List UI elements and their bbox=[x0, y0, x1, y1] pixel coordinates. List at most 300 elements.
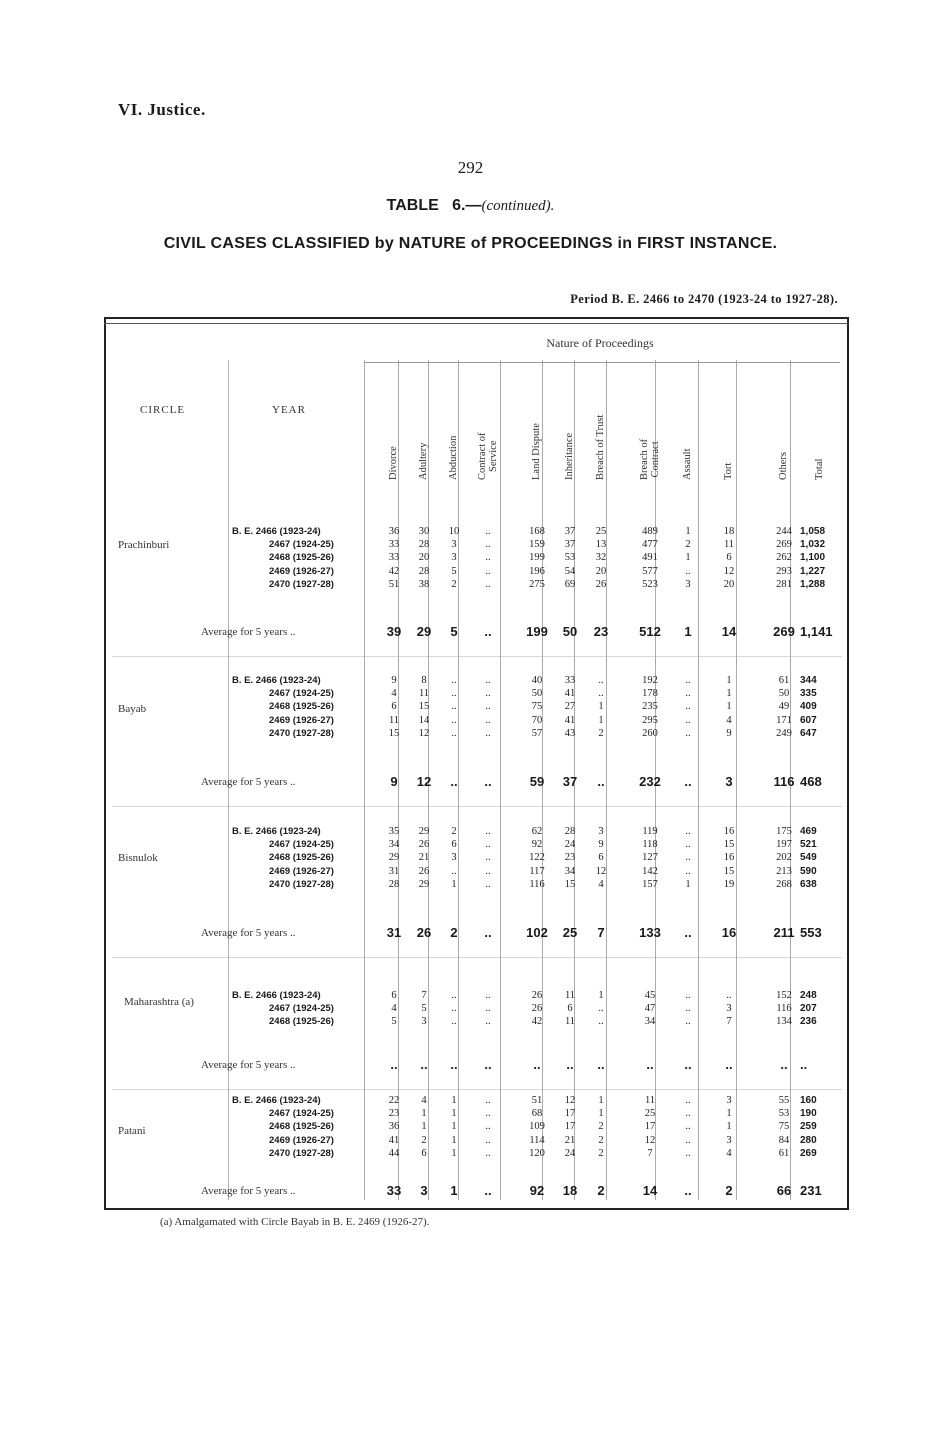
average-label: Average for 5 years .. bbox=[201, 1185, 296, 1197]
cell-value: .. bbox=[451, 688, 457, 700]
cell-value: 28 bbox=[418, 539, 430, 551]
cell-value: 7 bbox=[421, 990, 427, 1001]
cell-value: 30 bbox=[418, 526, 430, 537]
year-cell: B. E. 2466 (1923-24) bbox=[232, 675, 321, 686]
cell-value: 75 bbox=[531, 701, 543, 713]
cell-value: 1 bbox=[451, 878, 457, 890]
cell-value: 92 bbox=[531, 839, 543, 851]
column-header-abduction: Abduction bbox=[448, 435, 459, 480]
cell-value: 4 bbox=[726, 714, 732, 726]
average-value: 133 bbox=[639, 925, 661, 940]
cell-value: 262 bbox=[776, 552, 792, 564]
cell-value: 2 bbox=[451, 826, 457, 837]
cell-value: .. bbox=[598, 1016, 604, 1028]
cell-value: .. bbox=[451, 865, 457, 877]
average-value: 3 bbox=[725, 774, 733, 789]
row-total: 190 bbox=[800, 1108, 817, 1120]
cell-value: .. bbox=[451, 701, 457, 713]
cell-value: 11 bbox=[644, 1095, 656, 1106]
cell-value: 6 bbox=[726, 552, 732, 564]
cell-value: 51 bbox=[388, 578, 400, 590]
cell-value: 41 bbox=[388, 1134, 400, 1146]
cell-value: 36 bbox=[388, 1121, 400, 1133]
cell-value: 26 bbox=[595, 578, 607, 590]
cell-value: 28 bbox=[564, 826, 576, 837]
average-value: 1 bbox=[684, 624, 692, 639]
average-value: 23 bbox=[593, 624, 609, 639]
circle-name: Maharashtra (a) bbox=[124, 996, 194, 1008]
cell-value: 4 bbox=[391, 688, 397, 700]
average-value: 66 bbox=[776, 1183, 792, 1198]
average-value: .. bbox=[450, 1057, 458, 1072]
row-total: 207 bbox=[800, 1003, 817, 1015]
cell-value: 295 bbox=[642, 714, 658, 726]
cell-value: 2 bbox=[598, 1134, 604, 1146]
cell-value: 1 bbox=[598, 1095, 604, 1106]
average-value: .. bbox=[420, 1057, 428, 1072]
cell-value: 26 bbox=[418, 839, 430, 851]
cell-value: 134 bbox=[776, 1016, 792, 1028]
average-value: 59 bbox=[529, 774, 545, 789]
cell-value: 10 bbox=[448, 526, 460, 537]
cell-value: 37 bbox=[564, 539, 576, 551]
cell-value: .. bbox=[685, 1134, 691, 1146]
cell-value: .. bbox=[451, 990, 457, 1001]
year-cell: B. E. 2466 (1923-24) bbox=[232, 526, 321, 537]
cell-value: 244 bbox=[776, 526, 792, 537]
cell-value: 142 bbox=[642, 865, 658, 877]
cell-value: .. bbox=[685, 675, 691, 686]
cell-value: 29 bbox=[418, 878, 430, 890]
average-value: 102 bbox=[526, 925, 548, 940]
cell-value: 37 bbox=[564, 526, 576, 537]
cell-value: 69 bbox=[564, 578, 576, 590]
cell-value: .. bbox=[685, 826, 691, 837]
cell-value: 269 bbox=[776, 539, 792, 551]
cell-value: .. bbox=[485, 852, 491, 864]
average-value: 1 bbox=[450, 1183, 458, 1198]
row-total: 1,058 bbox=[800, 526, 826, 537]
cell-value: 120 bbox=[529, 1147, 545, 1159]
cell-value: 202 bbox=[776, 852, 792, 864]
cell-value: 1 bbox=[421, 1121, 427, 1133]
average-value: 232 bbox=[639, 774, 661, 789]
cell-value: 3 bbox=[685, 578, 691, 590]
cell-value: 54 bbox=[564, 565, 576, 577]
group-separator bbox=[112, 656, 842, 657]
cell-value: 9 bbox=[598, 839, 604, 851]
average-value: 26 bbox=[416, 925, 432, 940]
cell-value: 12 bbox=[418, 727, 430, 739]
average-value: 116 bbox=[773, 774, 795, 789]
cell-value: 213 bbox=[776, 865, 792, 877]
row-total: 521 bbox=[800, 839, 817, 851]
footnote: (a) Amalgamated with Circle Bayab in B. E. 2469 (1926-27). bbox=[160, 1216, 430, 1228]
cell-value: .. bbox=[598, 688, 604, 700]
average-value: .. bbox=[800, 1057, 808, 1072]
row-total: 549 bbox=[800, 852, 817, 864]
cell-value: .. bbox=[485, 578, 491, 590]
cell-value: 33 bbox=[388, 539, 400, 551]
cell-value: 41 bbox=[564, 688, 576, 700]
cell-value: 15 bbox=[723, 865, 735, 877]
cell-value: 3 bbox=[598, 826, 604, 837]
row-total: 344 bbox=[800, 675, 817, 686]
year-column-header: YEAR bbox=[272, 404, 306, 416]
cell-value: 1 bbox=[726, 688, 732, 700]
cell-value: 3 bbox=[726, 1134, 732, 1146]
average-value: .. bbox=[684, 1057, 692, 1072]
row-total: 280 bbox=[800, 1134, 817, 1146]
average-value: 18 bbox=[562, 1183, 578, 1198]
cell-value: 293 bbox=[776, 565, 792, 577]
row-total: 259 bbox=[800, 1121, 817, 1133]
circle-name: Bayab bbox=[118, 703, 147, 715]
cell-value: 20 bbox=[418, 552, 430, 564]
average-value: 92 bbox=[529, 1183, 545, 1198]
cell-value: 25 bbox=[595, 526, 607, 537]
cell-value: .. bbox=[485, 990, 491, 1001]
cell-value: 116 bbox=[529, 878, 545, 890]
average-label: Average for 5 years .. bbox=[201, 1059, 296, 1071]
cell-value: 55 bbox=[778, 1095, 790, 1106]
row-total: 409 bbox=[800, 701, 817, 713]
average-value: 2 bbox=[725, 1183, 733, 1198]
cell-value: 57 bbox=[531, 727, 543, 739]
average-value: .. bbox=[533, 1057, 541, 1072]
cell-value: 15 bbox=[418, 701, 430, 713]
column-header-inheritance: Inheritance bbox=[564, 432, 575, 480]
cell-value: 62 bbox=[531, 826, 543, 837]
cell-value: 1 bbox=[421, 1108, 427, 1120]
cell-value: 9 bbox=[391, 675, 397, 686]
cell-value: 44 bbox=[388, 1147, 400, 1159]
cell-value: 152 bbox=[776, 990, 792, 1001]
cell-value: 24 bbox=[564, 1147, 576, 1159]
row-total: 236 bbox=[800, 1016, 817, 1028]
column-header-assault: Assault bbox=[682, 448, 693, 480]
cell-value: .. bbox=[685, 701, 691, 713]
year-cell: 2468 (1925-26) bbox=[269, 1121, 334, 1133]
average-value: 37 bbox=[562, 774, 578, 789]
average-value: 231 bbox=[800, 1183, 822, 1198]
cell-value: 1 bbox=[451, 1108, 457, 1120]
table-subtitle: CIVIL CASES CLASSIFIED by NATURE of PROCEEDINGS in FIRST INSTANCE. bbox=[163, 235, 778, 252]
cell-value: 2 bbox=[451, 578, 457, 590]
cell-value: .. bbox=[685, 688, 691, 700]
cell-value: .. bbox=[598, 675, 604, 686]
cell-value: 6 bbox=[391, 701, 397, 713]
year-cell: 2467 (1924-25) bbox=[269, 688, 334, 700]
column-header-tort: Tort bbox=[723, 462, 734, 480]
cell-value: .. bbox=[685, 727, 691, 739]
cell-value: 16 bbox=[723, 826, 735, 837]
circle-name: Patani bbox=[118, 1125, 146, 1137]
cell-value: 20 bbox=[723, 578, 735, 590]
cell-value: .. bbox=[685, 1147, 691, 1159]
cell-value: 4 bbox=[421, 1095, 427, 1106]
cell-value: 33 bbox=[388, 552, 400, 564]
cell-value: 275 bbox=[529, 578, 545, 590]
cell-value: 75 bbox=[778, 1121, 790, 1133]
cell-value: 29 bbox=[388, 852, 400, 864]
cell-value: 117 bbox=[529, 865, 545, 877]
year-cell: B. E. 2466 (1923-24) bbox=[232, 990, 321, 1001]
cell-value: 1 bbox=[685, 878, 691, 890]
cell-value: .. bbox=[685, 1108, 691, 1120]
cell-value: .. bbox=[451, 714, 457, 726]
average-value: 5 bbox=[450, 624, 458, 639]
cell-value: 9 bbox=[726, 727, 732, 739]
table-continued: (continued). bbox=[481, 198, 555, 214]
cell-value: 14 bbox=[418, 714, 430, 726]
cell-value: 175 bbox=[776, 826, 792, 837]
cell-value: 1 bbox=[598, 714, 604, 726]
year-cell: 2470 (1927-28) bbox=[269, 578, 334, 590]
cell-value: 523 bbox=[642, 578, 658, 590]
average-value: 25 bbox=[562, 925, 578, 940]
cell-value: .. bbox=[685, 1003, 691, 1015]
cell-value: 34 bbox=[388, 839, 400, 851]
cell-value: 8 bbox=[421, 675, 427, 686]
row-total: 469 bbox=[800, 826, 817, 837]
year-cell: B. E. 2466 (1923-24) bbox=[232, 826, 321, 837]
cell-value: 6 bbox=[598, 852, 604, 864]
cell-value: 114 bbox=[529, 1134, 545, 1146]
cell-value: 84 bbox=[778, 1134, 790, 1146]
cell-value: 178 bbox=[642, 688, 658, 700]
cell-value: .. bbox=[451, 1003, 457, 1015]
cell-value: 5 bbox=[391, 1016, 397, 1028]
cell-value: .. bbox=[451, 675, 457, 686]
cell-value: 7 bbox=[726, 1016, 732, 1028]
column-header-adultery: Adultery bbox=[418, 442, 429, 480]
cell-value: 24 bbox=[564, 839, 576, 851]
cell-value: 13 bbox=[595, 539, 607, 551]
cell-value: 28 bbox=[388, 878, 400, 890]
column-separator-line bbox=[364, 360, 365, 1200]
cell-value: 51 bbox=[531, 1095, 543, 1106]
row-total: 335 bbox=[800, 688, 817, 700]
cell-value: 42 bbox=[388, 565, 400, 577]
year-cell: 2469 (1926-27) bbox=[269, 1134, 334, 1146]
cell-value: 1 bbox=[598, 1108, 604, 1120]
average-value: .. bbox=[684, 925, 692, 940]
average-value: .. bbox=[450, 774, 458, 789]
cell-value: .. bbox=[485, 1003, 491, 1015]
cell-value: 3 bbox=[451, 539, 457, 551]
cell-value: 19 bbox=[723, 878, 735, 890]
year-cell: 2468 (1925-26) bbox=[269, 1016, 334, 1028]
nature-of-proceedings-header: Nature of Proceedings bbox=[546, 336, 654, 350]
cell-value: 1 bbox=[451, 1134, 457, 1146]
page-number: 292 bbox=[457, 158, 484, 177]
average-value: 31 bbox=[386, 925, 402, 940]
cell-value: 168 bbox=[529, 526, 545, 537]
average-value: 2 bbox=[597, 1183, 605, 1198]
cell-value: 26 bbox=[531, 1003, 543, 1015]
cell-value: 2 bbox=[598, 727, 604, 739]
average-value: .. bbox=[684, 774, 692, 789]
cell-value: 1 bbox=[726, 675, 732, 686]
cell-value: 17 bbox=[564, 1121, 576, 1133]
average-value: .. bbox=[597, 774, 605, 789]
cell-value: 42 bbox=[531, 1016, 543, 1028]
cell-value: 1 bbox=[598, 701, 604, 713]
cell-value: 5 bbox=[451, 565, 457, 577]
row-total: 590 bbox=[800, 865, 817, 877]
cell-value: 477 bbox=[642, 539, 658, 551]
average-value: 33 bbox=[386, 1183, 402, 1198]
cell-value: 26 bbox=[531, 990, 543, 1001]
row-total: 1,100 bbox=[800, 552, 826, 564]
circle-name: Prachinburi bbox=[118, 539, 170, 551]
cell-value: .. bbox=[485, 1134, 491, 1146]
cell-value: 27 bbox=[564, 701, 576, 713]
cell-value: .. bbox=[685, 839, 691, 851]
cell-value: 3 bbox=[451, 552, 457, 564]
cell-value: 61 bbox=[778, 1147, 790, 1159]
cell-value: .. bbox=[485, 1108, 491, 1120]
group-separator bbox=[112, 1089, 842, 1090]
average-value: 7 bbox=[597, 925, 605, 940]
cell-value: 31 bbox=[388, 865, 400, 877]
cell-value: .. bbox=[485, 539, 491, 551]
cell-value: .. bbox=[685, 1016, 691, 1028]
average-value: 1,141 bbox=[800, 624, 833, 639]
cell-value: 33 bbox=[564, 675, 576, 686]
average-value: .. bbox=[684, 1183, 692, 1198]
average-value: 2 bbox=[450, 925, 458, 940]
cell-value: 53 bbox=[564, 552, 576, 564]
cell-value: 20 bbox=[595, 565, 607, 577]
average-value: 39 bbox=[386, 624, 402, 639]
average-value: 16 bbox=[721, 925, 737, 940]
cell-value: 197 bbox=[776, 839, 792, 851]
cell-value: 4 bbox=[391, 1003, 397, 1015]
average-value: 512 bbox=[639, 624, 661, 639]
group-separator bbox=[112, 806, 842, 807]
average-value: 50 bbox=[562, 624, 578, 639]
cell-value: 7 bbox=[647, 1147, 653, 1159]
cell-value: 109 bbox=[529, 1121, 545, 1133]
cell-value: 116 bbox=[776, 1003, 792, 1015]
cell-value: .. bbox=[451, 1016, 457, 1028]
row-total: 1,227 bbox=[800, 565, 826, 577]
cell-value: 21 bbox=[564, 1134, 576, 1146]
cell-value: 6 bbox=[421, 1147, 427, 1159]
cell-value: 171 bbox=[776, 714, 792, 726]
cell-value: 45 bbox=[644, 990, 656, 1001]
year-cell: 2470 (1927-28) bbox=[269, 727, 334, 739]
cell-value: .. bbox=[485, 878, 491, 890]
period-label: Period B. E. 2466 to 2470 (1923-24 to 1927-28). bbox=[570, 292, 838, 306]
cell-value: 6 bbox=[567, 1003, 573, 1015]
table-frame-inner-line bbox=[104, 323, 849, 324]
average-value: 468 bbox=[800, 774, 822, 789]
year-cell: 2468 (1925-26) bbox=[269, 852, 334, 864]
average-value: 553 bbox=[800, 925, 822, 940]
cell-value: 3 bbox=[726, 1003, 732, 1015]
cell-value: 11 bbox=[564, 1016, 576, 1028]
row-total: 607 bbox=[800, 714, 817, 726]
cell-value: 489 bbox=[642, 526, 658, 537]
average-value: .. bbox=[597, 1057, 605, 1072]
cell-value: .. bbox=[485, 675, 491, 686]
cell-value: 118 bbox=[642, 839, 658, 851]
cell-value: 68 bbox=[531, 1108, 543, 1120]
cell-value: 2 bbox=[598, 1147, 604, 1159]
cell-value: 50 bbox=[778, 688, 790, 700]
cell-value: 6 bbox=[451, 839, 457, 851]
cell-value: 12 bbox=[723, 565, 735, 577]
average-value: 9 bbox=[390, 774, 398, 789]
cell-value: 12 bbox=[595, 865, 607, 877]
cell-value: 159 bbox=[529, 539, 545, 551]
year-cell: 2467 (1924-25) bbox=[269, 539, 334, 551]
cell-value: .. bbox=[485, 1095, 491, 1106]
cell-value: 40 bbox=[531, 675, 543, 686]
year-cell: 2467 (1924-25) bbox=[269, 1108, 334, 1120]
cell-value: .. bbox=[485, 839, 491, 851]
cell-value: 28 bbox=[418, 565, 430, 577]
cell-value: 192 bbox=[642, 675, 658, 686]
average-label: Average for 5 years .. bbox=[201, 927, 296, 939]
cell-value: 15 bbox=[564, 878, 576, 890]
cell-value: 577 bbox=[642, 565, 658, 577]
cell-value: 17 bbox=[644, 1121, 656, 1133]
average-value: .. bbox=[566, 1057, 574, 1072]
cell-value: 127 bbox=[642, 852, 658, 864]
average-value: .. bbox=[725, 1057, 733, 1072]
cell-value: 249 bbox=[776, 727, 792, 739]
cell-value: .. bbox=[485, 552, 491, 564]
cell-value: .. bbox=[685, 1121, 691, 1133]
cell-value: 199 bbox=[529, 552, 545, 564]
cell-value: 29 bbox=[418, 826, 430, 837]
average-value: .. bbox=[390, 1057, 398, 1072]
cell-value: .. bbox=[485, 714, 491, 726]
cell-value: .. bbox=[598, 1003, 604, 1015]
cell-value: 1 bbox=[726, 1108, 732, 1120]
cell-value: 36 bbox=[388, 526, 400, 537]
cell-value: 3 bbox=[451, 852, 457, 864]
cell-value: 34 bbox=[564, 865, 576, 877]
circle-column-header: CIRCLE bbox=[140, 404, 186, 416]
cell-value: .. bbox=[485, 727, 491, 739]
average-label: Average for 5 years .. bbox=[201, 776, 296, 788]
cell-value: 15 bbox=[723, 839, 735, 851]
cell-value: .. bbox=[485, 1016, 491, 1028]
cell-value: 1 bbox=[451, 1121, 457, 1133]
table-number: 6.— bbox=[452, 197, 482, 214]
cell-value: 2 bbox=[421, 1134, 427, 1146]
cell-value: .. bbox=[485, 826, 491, 837]
row-total: 160 bbox=[800, 1095, 817, 1106]
cell-value: .. bbox=[485, 565, 491, 577]
cell-value: 23 bbox=[564, 852, 576, 864]
cell-value: 34 bbox=[644, 1016, 656, 1028]
cell-value: 32 bbox=[595, 552, 607, 564]
year-cell: 2470 (1927-28) bbox=[269, 1147, 334, 1159]
year-cell: 2468 (1925-26) bbox=[269, 701, 334, 713]
cell-value: 49 bbox=[778, 701, 790, 713]
cell-value: .. bbox=[685, 865, 691, 877]
column-header-divorce: Divorce bbox=[388, 446, 399, 480]
column-header-contract-of-service: Contract of Service bbox=[477, 432, 499, 480]
cell-value: 22 bbox=[388, 1095, 400, 1106]
cell-value: 17 bbox=[564, 1108, 576, 1120]
